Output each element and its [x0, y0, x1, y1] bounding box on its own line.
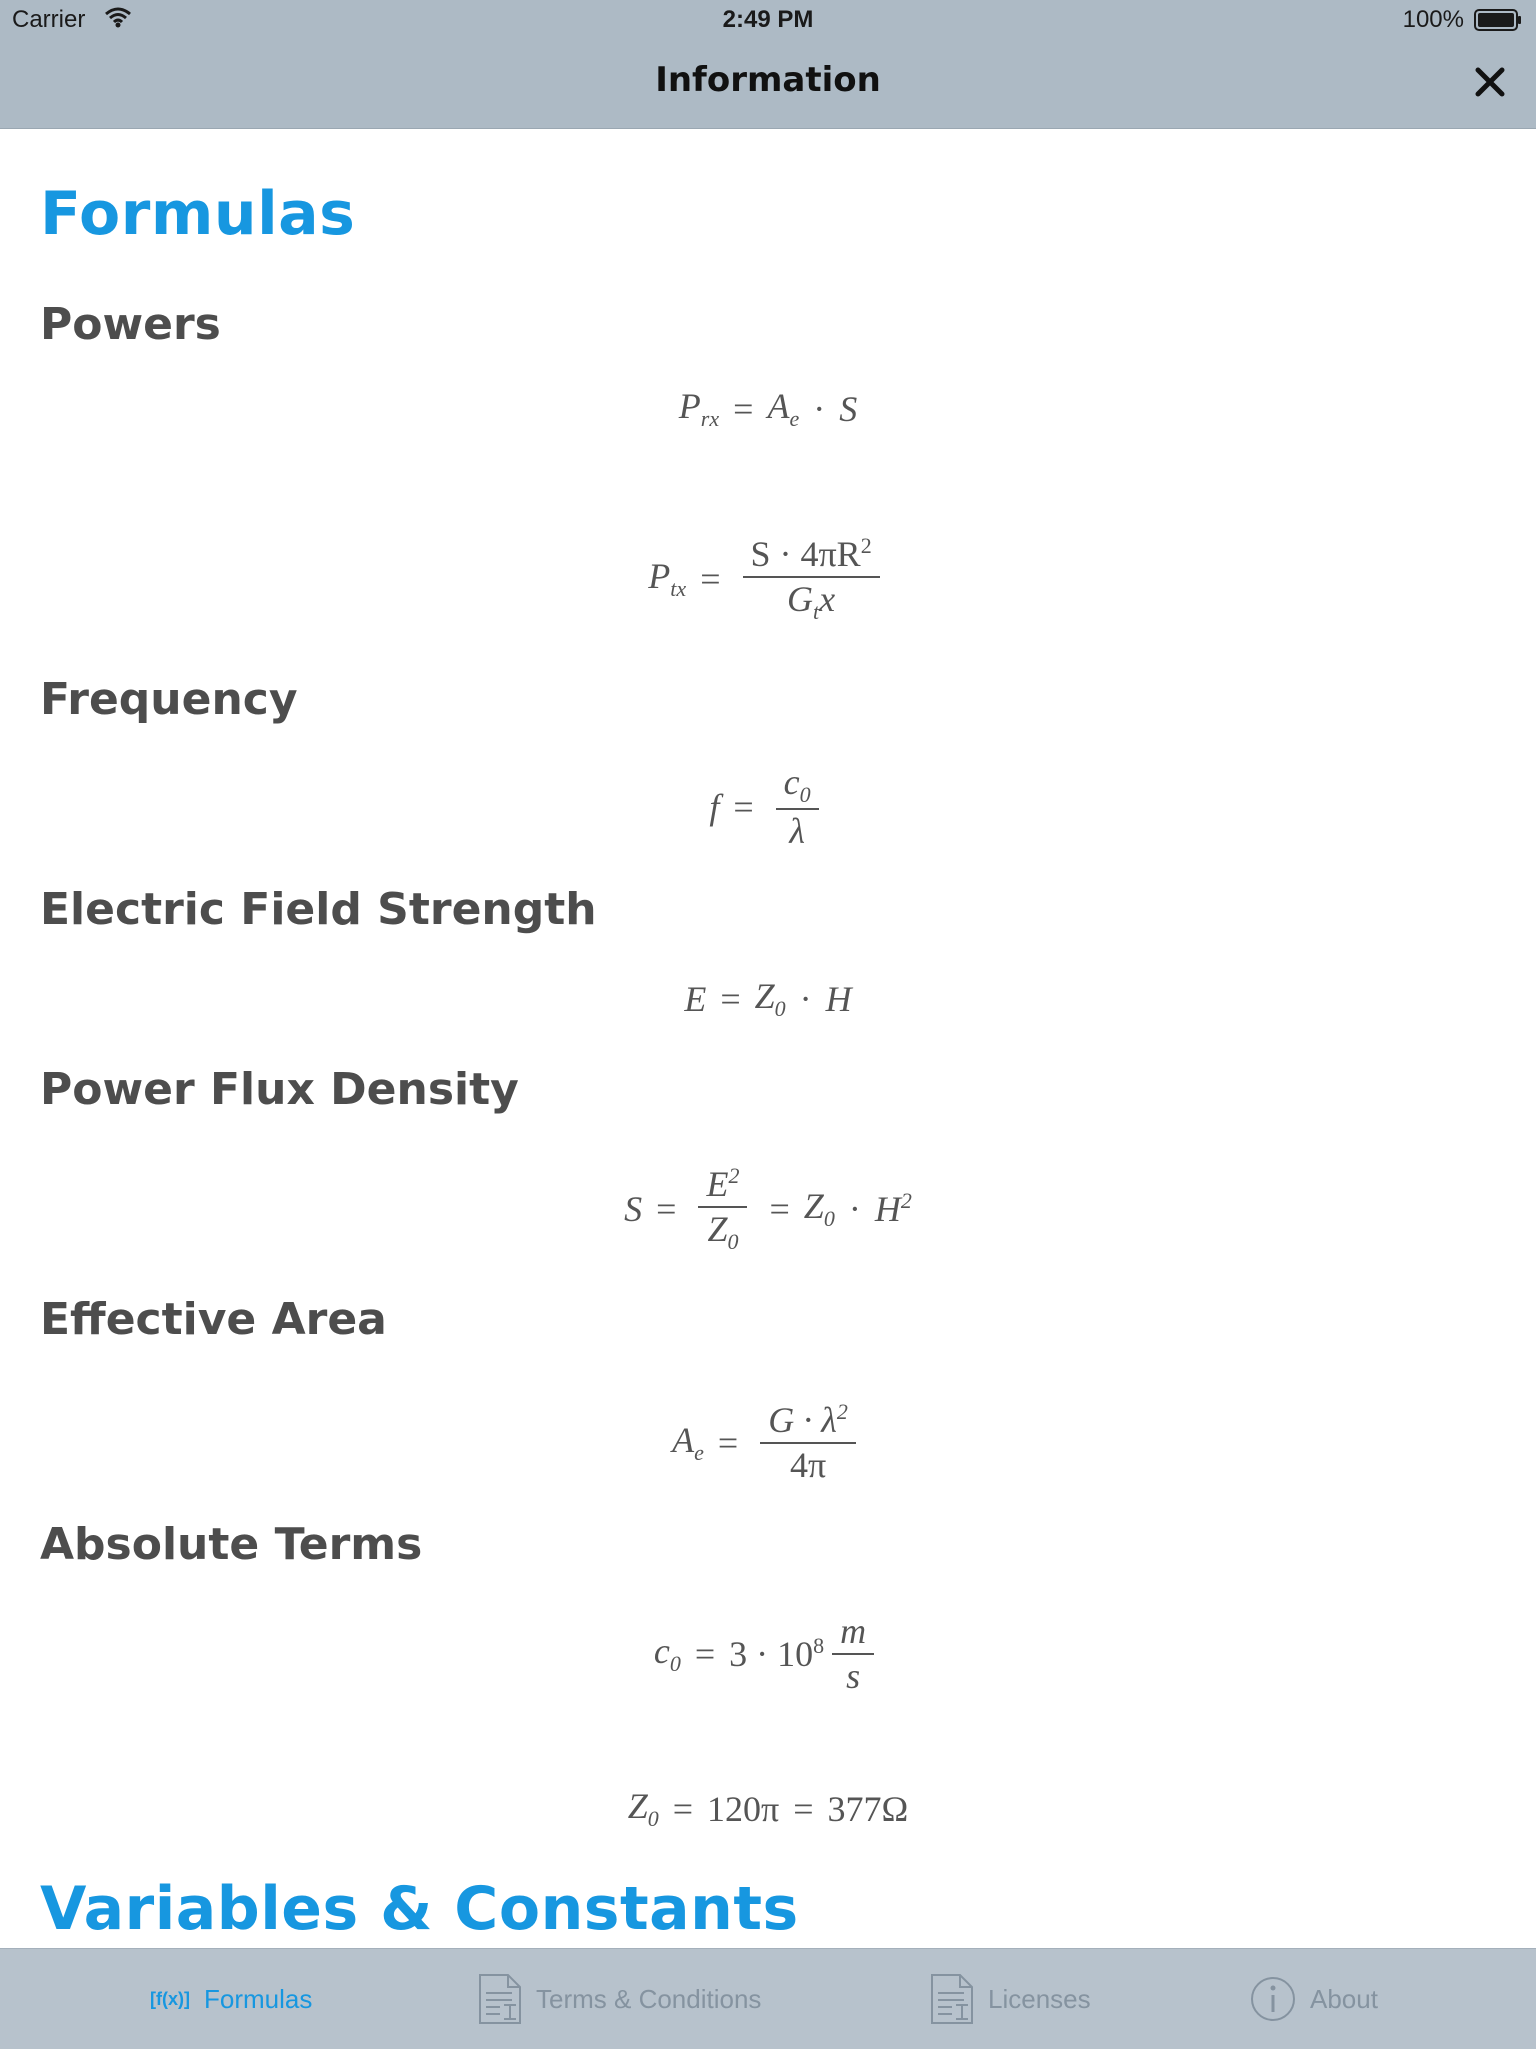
- subsection-frequency: Frequency: [40, 674, 298, 725]
- subsection-absolute-terms: Absolute Terms: [40, 1519, 423, 1570]
- scroll-content[interactable]: [0, 129, 1536, 1949]
- page-title: Information: [655, 60, 881, 100]
- function-icon: [f(x)]: [150, 1988, 190, 2009]
- tab-about[interactable]: [1250, 1949, 1378, 2049]
- formula-ptx: $P_{tx}$ = $\frac{S \cdot 4\pi R^2}{G_tx}$: [0, 529, 1536, 629]
- info-icon: [1250, 1976, 1296, 2022]
- formula-effective-area: $A_e$ = $\frac{G \cdot \lambda^2}{4\pi}$: [0, 1393, 1536, 1493]
- tab-formulas[interactable]: [150, 1949, 312, 2049]
- battery-icon: [1474, 9, 1522, 31]
- formula-prx: $P_{rx}$ = $A_e$ · S: [678, 386, 858, 432]
- carrier-label: Carrier: [12, 6, 86, 33]
- clock: 2:49 PM: [722, 6, 814, 33]
- top-bar: [0, 0, 1536, 129]
- tab-licenses-label: Licenses: [988, 1983, 1091, 2014]
- battery-percentage: 100%: [1402, 6, 1464, 33]
- subsection-powers: Powers: [40, 299, 221, 350]
- document-icon: [478, 1973, 522, 2025]
- formula-frequency: f = $\frac{c_0}{\lambda}$: [0, 757, 1536, 857]
- formula-electric-field: E = $Z_0$ · H: [684, 976, 852, 1022]
- tab-bar: [0, 1948, 1536, 2049]
- formula-c0: $c_0$ = $3 \cdot 10^8$ $\frac{m}{s}$: [0, 1604, 1536, 1704]
- close-button[interactable]: [1470, 62, 1510, 102]
- status-bar: [0, 0, 1536, 40]
- tab-about-label: About: [1310, 1983, 1378, 2014]
- tab-licenses[interactable]: [930, 1949, 1091, 2049]
- tab-terms-label: Terms & Conditions: [536, 1983, 762, 2014]
- close-icon: [1470, 62, 1510, 102]
- subsection-effective-area: Effective Area: [40, 1294, 387, 1345]
- formula-power-flux: S = $\frac{E^2}{Z_0}$ = $Z_0$ · $H^2$: [624, 1162, 912, 1254]
- subsection-power-flux: Power Flux Density: [40, 1064, 519, 1115]
- subsection-electric-field: Electric Field Strength: [40, 884, 597, 935]
- tab-formulas-label: Formulas: [203, 1983, 313, 2014]
- section-title-variables: Variables & Constants: [40, 1874, 799, 1944]
- section-title-formulas: Formulas: [40, 179, 356, 249]
- tab-terms-conditions[interactable]: [478, 1949, 761, 2049]
- document-icon: [930, 1973, 974, 2025]
- formula-z0: $Z_0$ = 120π = 377Ω: [627, 1786, 909, 1832]
